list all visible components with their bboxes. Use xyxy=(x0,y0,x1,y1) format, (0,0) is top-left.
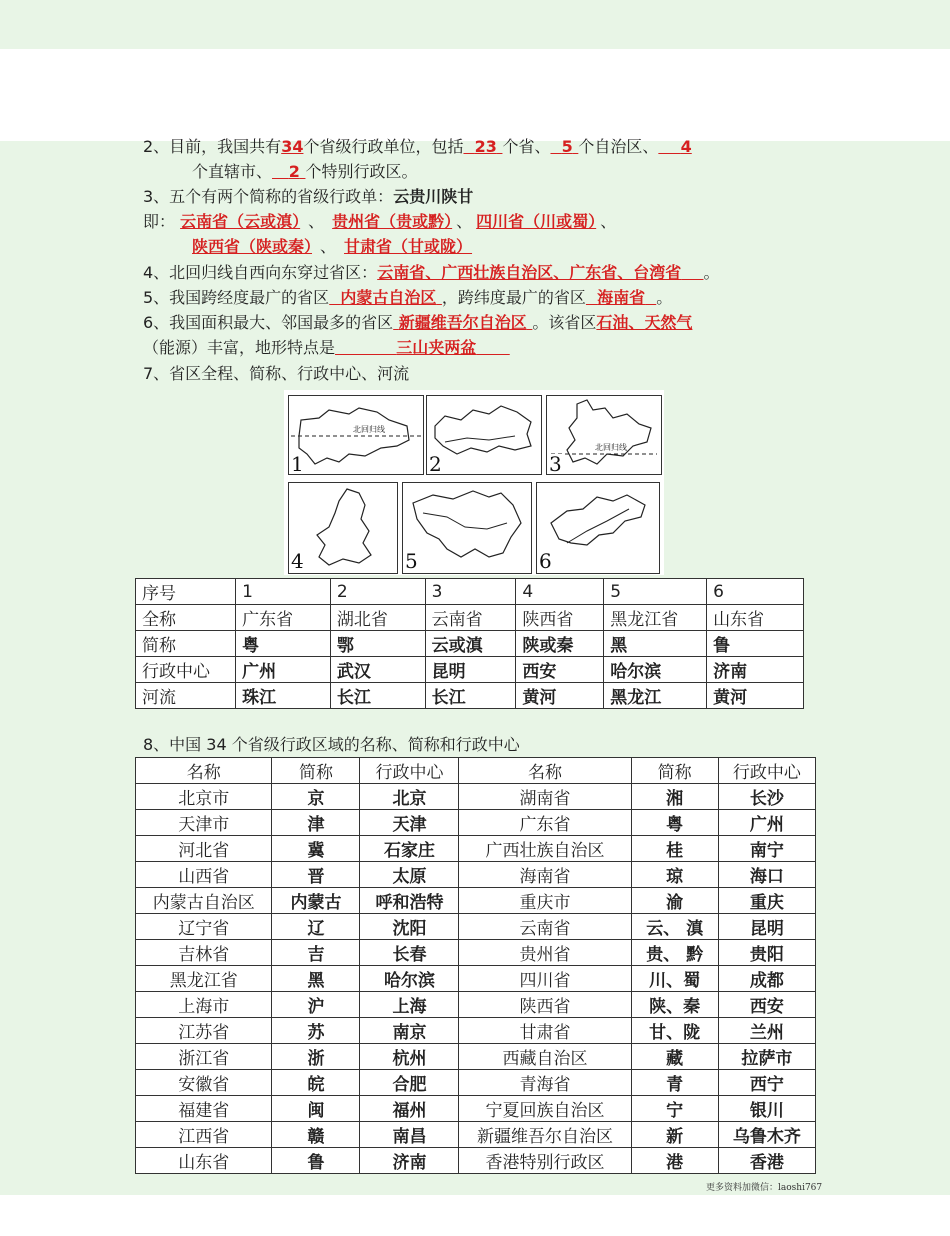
abbreviation-cell: 冀 xyxy=(272,836,360,862)
summary-cell: 珠江 xyxy=(236,683,331,709)
capital-cell: 北京 xyxy=(360,784,459,810)
province-name-cell: 新疆维吾尔自治区 xyxy=(459,1122,631,1148)
table-row xyxy=(136,966,816,992)
province-summary-table xyxy=(135,578,804,709)
column-header: 简称 xyxy=(631,758,718,784)
q3-item-shaanxi: 陕西省（陕或秦） xyxy=(192,237,313,256)
table-row xyxy=(136,862,816,888)
summary-cell: 鄂 xyxy=(330,631,425,657)
map-heilongjiang xyxy=(402,482,532,574)
summary-cell: 5 xyxy=(604,579,707,605)
column-header: 简称 xyxy=(272,758,360,784)
q8-title: 8、中国 34 个省级行政区域的名称、简称和行政中心 xyxy=(143,735,520,754)
abbreviation-cell: 吉 xyxy=(272,940,360,966)
abbreviation-cell: 内蒙古 xyxy=(272,888,360,914)
summary-cell: 陕西省 xyxy=(516,605,604,631)
summary-cell: 鲁 xyxy=(707,631,804,657)
map-number-1: 1 xyxy=(291,452,304,476)
map-hubei xyxy=(426,395,542,475)
province-name-cell: 江苏省 xyxy=(136,1018,272,1044)
map-number-6: 6 xyxy=(539,549,552,573)
province-name-cell: 北京市 xyxy=(136,784,272,810)
summary-cell: 武汉 xyxy=(330,657,425,683)
summary-cell: 哈尔滨 xyxy=(604,657,707,683)
abbreviation-cell: 津 xyxy=(272,810,360,836)
summary-cell: 济南 xyxy=(707,657,804,683)
table-row xyxy=(136,940,816,966)
abbreviation-cell: 闽 xyxy=(272,1096,360,1122)
summary-row-label: 简称 xyxy=(136,631,236,657)
capital-cell: 拉萨市 xyxy=(718,1044,815,1070)
q7-title: 7、省区全程、简称、行政中心、河流 xyxy=(143,364,410,383)
capital-cell: 成都 xyxy=(718,966,815,992)
province-name-cell: 山东省 xyxy=(136,1148,272,1174)
map-number-5: 5 xyxy=(405,549,418,573)
q3-item-sichuan: 四川省（川或蜀） xyxy=(476,212,597,231)
capital-cell: 香港 xyxy=(718,1148,815,1174)
capital-cell: 贵阳 xyxy=(718,940,815,966)
abbreviation-cell: 云、 滇 xyxy=(631,914,718,940)
summary-row xyxy=(136,631,804,657)
province-name-cell: 安徽省 xyxy=(136,1070,272,1096)
q6-line2: （能源）丰富，地形特点是 三山夹两盆 xyxy=(143,338,510,358)
province-name-cell: 甘肃省 xyxy=(459,1018,631,1044)
province-name-cell: 湖南省 xyxy=(459,784,631,810)
abbreviation-cell: 晋 xyxy=(272,862,360,888)
summary-cell: 云或滇 xyxy=(425,631,516,657)
capital-cell: 乌鲁木齐 xyxy=(718,1122,815,1148)
summary-cell: 黑龙江 xyxy=(604,683,707,709)
q3-answer: 云贵川陕甘 xyxy=(393,187,474,206)
province-name-cell: 宁夏回族自治区 xyxy=(459,1096,631,1122)
abbreviation-cell: 新 xyxy=(631,1122,718,1148)
province-name-cell: 江西省 xyxy=(136,1122,272,1148)
capital-cell: 西宁 xyxy=(718,1070,815,1096)
summary-cell: 4 xyxy=(516,579,604,605)
province-name-cell: 福建省 xyxy=(136,1096,272,1122)
summary-row xyxy=(136,657,804,683)
abbreviation-cell: 鲁 xyxy=(272,1148,360,1174)
summary-row-label: 行政中心 xyxy=(136,657,236,683)
table-row xyxy=(136,1122,816,1148)
q6-line1: 6、我国面积最大、邻国最多的省区 新疆维吾尔自治区 。该省区石油、天然气 xyxy=(143,313,693,332)
capital-cell: 兰州 xyxy=(718,1018,815,1044)
abbreviation-cell: 陕、秦 xyxy=(631,992,718,1018)
province-name-cell: 黑龙江省 xyxy=(136,966,272,992)
summary-cell: 湖北省 xyxy=(330,605,425,631)
map-number-2: 2 xyxy=(429,452,442,476)
q2-municipal-answer: 4 xyxy=(680,137,692,156)
province-name-cell: 吉林省 xyxy=(136,940,272,966)
summary-cell: 广州 xyxy=(236,657,331,683)
capital-cell: 长沙 xyxy=(718,784,815,810)
footer-note: 更多资料加微信：laoshi767 xyxy=(706,1183,823,1193)
abbreviation-cell: 港 xyxy=(631,1148,718,1174)
province-name-cell: 山西省 xyxy=(136,862,272,888)
footer-blank xyxy=(0,1195,950,1236)
column-header: 行政中心 xyxy=(360,758,459,784)
q3-item-yunnan: 云南省（云或滇） xyxy=(180,212,301,231)
capital-cell: 重庆 xyxy=(718,888,815,914)
abbreviation-cell: 青 xyxy=(631,1070,718,1096)
header-blank xyxy=(0,49,950,141)
abbreviation-cell: 赣 xyxy=(272,1122,360,1148)
province-name-cell: 重庆市 xyxy=(459,888,631,914)
province-name-cell: 广东省 xyxy=(459,810,631,836)
q2-total-answer: 34 xyxy=(281,137,304,156)
summary-cell: 6 xyxy=(707,579,804,605)
q3-item-gansu: 甘肃省（甘或陇） xyxy=(344,237,473,256)
summary-cell: 山东省 xyxy=(707,605,804,631)
summary-cell: 昆明 xyxy=(425,657,516,683)
map-yunnan xyxy=(546,395,662,475)
abbreviation-cell: 皖 xyxy=(272,1070,360,1096)
map-number-4: 4 xyxy=(291,549,304,573)
summary-row-label: 序号 xyxy=(136,579,236,605)
capital-cell: 福州 xyxy=(360,1096,459,1122)
summary-cell: 黄河 xyxy=(707,683,804,709)
summary-cell: 陕或秦 xyxy=(516,631,604,657)
capital-cell: 哈尔滨 xyxy=(360,966,459,992)
abbreviation-cell: 京 xyxy=(272,784,360,810)
province-name-cell: 香港特别行政区 xyxy=(459,1148,631,1174)
map-number-3: 3 xyxy=(549,452,562,476)
abbreviation-cell: 宁 xyxy=(631,1096,718,1122)
summary-cell: 黄河 xyxy=(516,683,604,709)
q5-answer-longitude: 内蒙古自治区 xyxy=(340,288,437,307)
abbreviation-cell: 沪 xyxy=(272,992,360,1018)
abbreviation-cell: 渝 xyxy=(631,888,718,914)
q6-answer-terrain: 三山夹两盆 xyxy=(396,338,477,357)
capital-cell: 海口 xyxy=(718,862,815,888)
q3-line2: 即： 云南省（云或滇） 、 贵州省（贵或黔） 、 四川省（川或蜀） 、 xyxy=(143,212,617,231)
capital-cell: 沈阳 xyxy=(360,914,459,940)
capital-cell: 杭州 xyxy=(360,1044,459,1070)
capital-cell: 太原 xyxy=(360,862,459,888)
capital-cell: 银川 xyxy=(718,1096,815,1122)
capital-cell: 石家庄 xyxy=(360,836,459,862)
abbreviation-cell: 湘 xyxy=(631,784,718,810)
hubei-outline-icon xyxy=(427,396,541,474)
shandong-outline-icon xyxy=(537,483,659,573)
capital-cell: 南宁 xyxy=(718,836,815,862)
summary-cell: 黑 xyxy=(604,631,707,657)
capital-cell: 合肥 xyxy=(360,1070,459,1096)
capital-cell: 昆明 xyxy=(718,914,815,940)
q2-line1: 2、目前，我国共有34个省级行政单位，包括 23 个省、 5 个自治区、 4 xyxy=(143,137,692,156)
q3-item-guizhou: 贵州省（贵或黔） xyxy=(332,212,453,231)
table-row xyxy=(136,1070,816,1096)
table-row xyxy=(136,888,816,914)
q5-line: 5、我国跨经度最广的省区 内蒙古自治区 ，跨纬度最广的省区 海南省 。 xyxy=(143,288,673,307)
abbreviation-cell: 黑 xyxy=(272,966,360,992)
summary-cell: 长江 xyxy=(330,683,425,709)
map-guangdong xyxy=(288,395,424,475)
table-row xyxy=(136,784,816,810)
q3-line1: 3、五个有两个简称的省级行政单：云贵川陕甘 xyxy=(143,187,474,206)
tropic-label-1: 北回归线 xyxy=(353,425,385,434)
table-row xyxy=(136,836,816,862)
capital-cell: 长春 xyxy=(360,940,459,966)
abbreviation-cell: 苏 xyxy=(272,1018,360,1044)
province-name-cell: 青海省 xyxy=(459,1070,631,1096)
abbreviation-cell: 粤 xyxy=(631,810,718,836)
summary-cell: 云南省 xyxy=(425,605,516,631)
summary-row-label: 全称 xyxy=(136,605,236,631)
q6-answer-region: 新疆维吾尔自治区 xyxy=(398,313,527,332)
q4-line: 4、北回归线自西向东穿过省区：云南省、广西壮族自治区、广东省、台湾省 。 xyxy=(143,263,720,282)
summary-row xyxy=(136,605,804,631)
capital-cell: 上海 xyxy=(360,992,459,1018)
q5-answer-latitude: 海南省 xyxy=(597,288,646,307)
province-name-cell: 内蒙古自治区 xyxy=(136,888,272,914)
province-maps xyxy=(284,390,664,575)
q2-provinces-answer: 23 xyxy=(474,137,497,156)
province-name-cell: 西藏自治区 xyxy=(459,1044,631,1070)
capital-cell: 济南 xyxy=(360,1148,459,1174)
summary-cell: 西安 xyxy=(516,657,604,683)
summary-row xyxy=(136,683,804,709)
q2-autonomous-answer: 5 xyxy=(561,137,573,156)
province-name-cell: 陕西省 xyxy=(459,992,631,1018)
province-name-cell: 天津市 xyxy=(136,810,272,836)
table-row xyxy=(136,1018,816,1044)
capital-cell: 天津 xyxy=(360,810,459,836)
capital-cell: 广州 xyxy=(718,810,815,836)
table-row xyxy=(136,1148,816,1174)
yunnan-outline-icon xyxy=(547,396,661,474)
q6-answer-resource: 石油、天然气 xyxy=(596,313,693,332)
summary-cell: 黑龙江省 xyxy=(604,605,707,631)
province-list-table xyxy=(135,757,816,1174)
summary-cell: 广东省 xyxy=(236,605,331,631)
abbreviation-cell: 浙 xyxy=(272,1044,360,1070)
summary-row-label: 河流 xyxy=(136,683,236,709)
summary-cell: 2 xyxy=(330,579,425,605)
province-name-cell: 浙江省 xyxy=(136,1044,272,1070)
heilongjiang-outline-icon xyxy=(403,483,531,573)
summary-cell: 3 xyxy=(425,579,516,605)
table-row xyxy=(136,992,816,1018)
summary-cell: 长江 xyxy=(425,683,516,709)
abbreviation-cell: 桂 xyxy=(631,836,718,862)
guangdong-outline-icon xyxy=(289,396,423,474)
province-name-cell: 贵州省 xyxy=(459,940,631,966)
table-row xyxy=(136,1096,816,1122)
column-header: 行政中心 xyxy=(718,758,815,784)
column-header: 名称 xyxy=(136,758,272,784)
q2-line2: 个直辖市、 2 个特别行政区。 xyxy=(192,162,418,181)
abbreviation-cell: 贵、 黔 xyxy=(631,940,718,966)
province-name-cell: 河北省 xyxy=(136,836,272,862)
province-name-cell: 辽宁省 xyxy=(136,914,272,940)
province-name-cell: 上海市 xyxy=(136,992,272,1018)
table-row xyxy=(136,1044,816,1070)
tropic-label-3: 北回归线 xyxy=(595,443,627,452)
q4-answer: 云南省、广西壮族自治区、广东省、台湾省 xyxy=(377,263,682,282)
capital-cell: 呼和浩特 xyxy=(360,888,459,914)
summary-cell: 1 xyxy=(236,579,331,605)
abbreviation-cell: 甘、陇 xyxy=(631,1018,718,1044)
q2-sar-answer: 2 xyxy=(288,162,300,181)
table-header-row xyxy=(136,758,816,784)
shaanxi-outline-icon xyxy=(289,483,397,573)
abbreviation-cell: 辽 xyxy=(272,914,360,940)
abbreviation-cell: 琼 xyxy=(631,862,718,888)
province-name-cell: 广西壮族自治区 xyxy=(459,836,631,862)
column-header: 名称 xyxy=(459,758,631,784)
abbreviation-cell: 川、蜀 xyxy=(631,966,718,992)
abbreviation-cell: 藏 xyxy=(631,1044,718,1070)
province-name-cell: 四川省 xyxy=(459,966,631,992)
summary-row xyxy=(136,579,804,605)
table-row xyxy=(136,810,816,836)
province-name-cell: 海南省 xyxy=(459,862,631,888)
capital-cell: 西安 xyxy=(718,992,815,1018)
map-shandong xyxy=(536,482,660,574)
q3-line3: 陕西省（陕或秦） 、 甘肃省（甘或陇） xyxy=(192,237,473,256)
summary-cell: 粤 xyxy=(236,631,331,657)
capital-cell: 南昌 xyxy=(360,1122,459,1148)
map-shaanxi xyxy=(288,482,398,574)
capital-cell: 南京 xyxy=(360,1018,459,1044)
table-row xyxy=(136,914,816,940)
province-name-cell: 云南省 xyxy=(459,914,631,940)
